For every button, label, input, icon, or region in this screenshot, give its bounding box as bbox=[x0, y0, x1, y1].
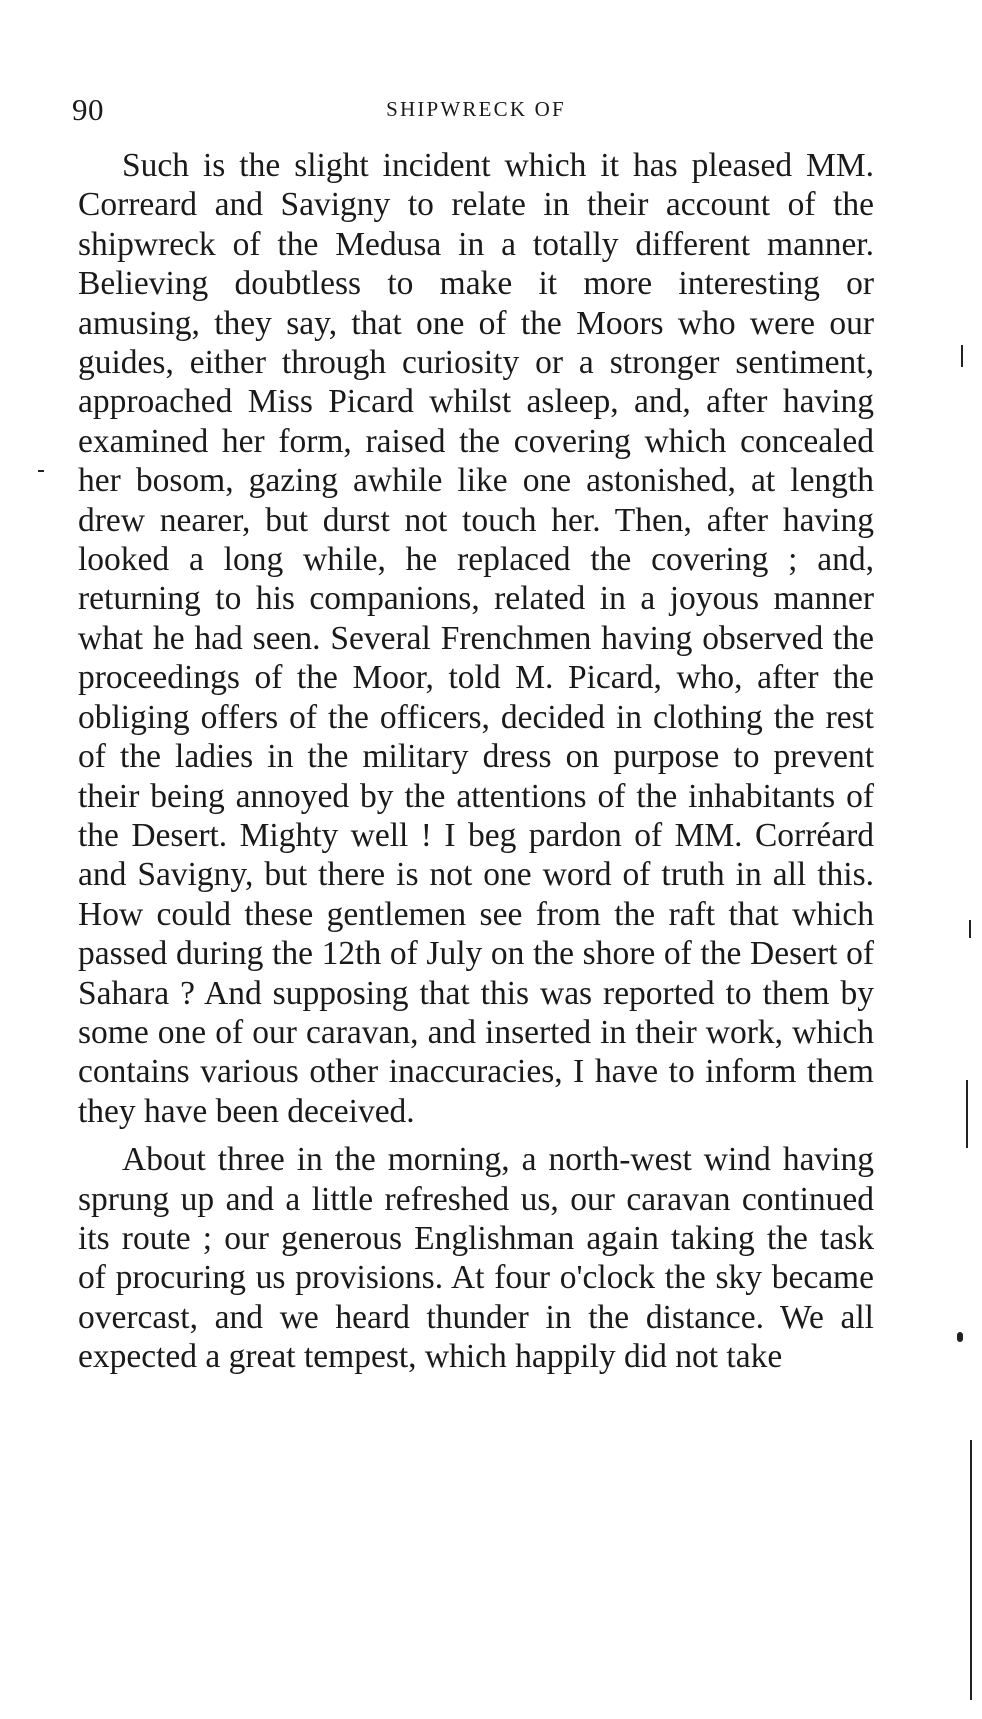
page-header bbox=[72, 92, 880, 132]
scan-mark bbox=[957, 1332, 963, 1342]
paragraph-2: About three in the morning, a north-west wind having sprung up and a little refreshed us, our caravan continued its route ; our generous Englishman again taking the task of procuring us provisions. At four o'clock the sky became overcast, and we heard thunder in the distance. We all expected a great tempest, which happily did not take bbox=[78, 1141, 874, 1376]
body-text bbox=[78, 146, 874, 1377]
scan-mark bbox=[38, 470, 44, 472]
page-number: 90 bbox=[72, 92, 104, 127]
running-head: SHIPWRECK OF bbox=[386, 97, 566, 121]
scan-mark bbox=[969, 920, 971, 938]
scan-mark bbox=[970, 1440, 972, 1700]
scan-mark bbox=[966, 1080, 968, 1148]
paragraph-1: Such is the slight incident which it has pleased MM. Correard and Savigny to relate in their account of the shipwreck of the Medusa in a totally different manner. Believing doubtless to make it more interesting or amusing, they say, that one of the Moors who were our guides, either through curiosity or a stronger sentiment, approached Miss Picard whilst asleep, and, after having examined her form, raised the covering which concealed her bosom, gazing awhile like one astonished, at length drew nearer, but durst not touch her. Then, after having looked a long while, he replaced the covering ; and, returning to his companions, related in a joyous manner what he had seen. Several Frenchmen having observed the proceedings of the Moor, told M. Picard, who, after the obliging offers of the officers, decided in clothing the rest of the ladies in the military dress on purpose to prevent their being annoyed by the attentions of the inhabitants of the Desert. Mighty well ! I beg pardon of MM. Corréard and Savigny, but there is not one word of truth in all this. How could these gentlemen see from the raft that which passed during the 12th of July on the shore of the Desert of Sahara ? And supposing that this was reported to them by some one of our caravan, and inserted in their work, which contains various other inaccuracies, I have to inform them they have been deceived. bbox=[78, 147, 874, 1130]
scan-mark bbox=[961, 345, 963, 367]
